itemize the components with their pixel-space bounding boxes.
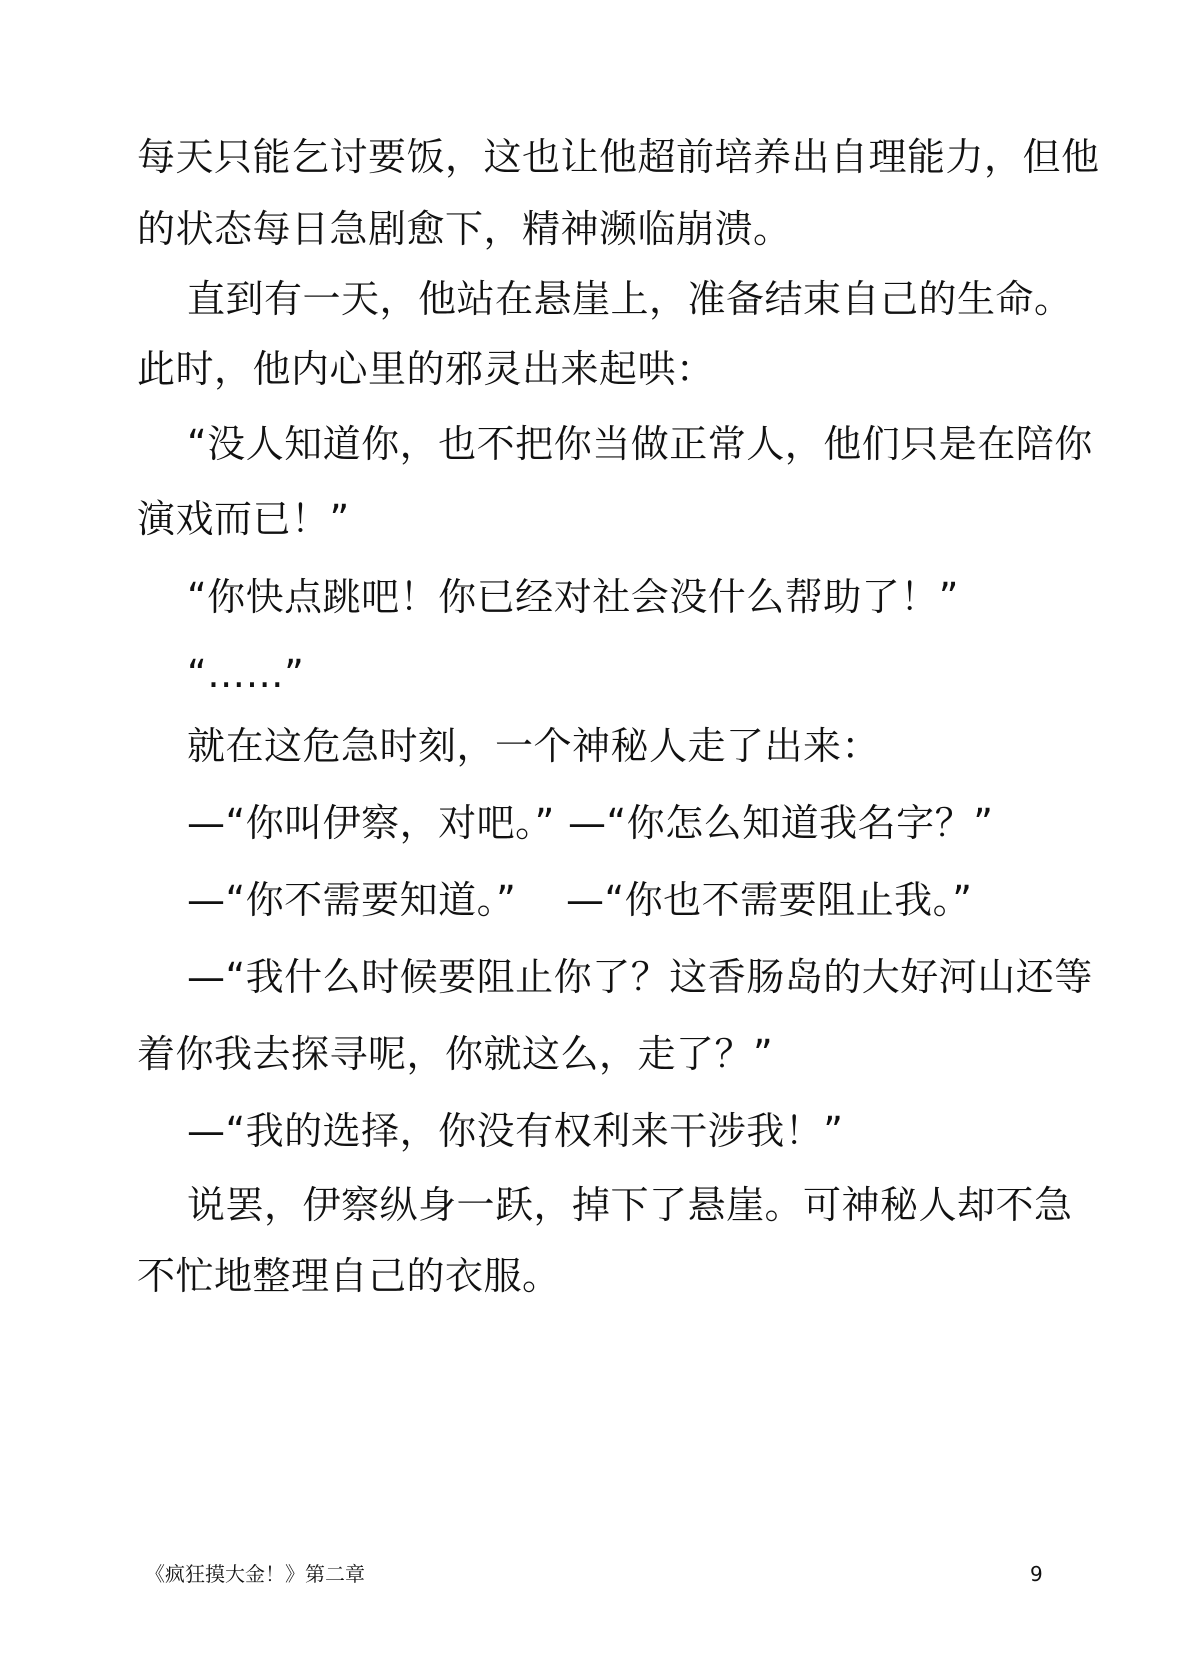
line-text: “……”: [187, 652, 305, 696]
line-text: 的状态每日急剧愈下，精神濒临崩溃。: [137, 207, 792, 251]
line-text: —“我什么时候要阻止你了？这香肠岛的大好河山还等: [187, 955, 1093, 999]
line-text: 就在这危急时刻，一个神秘人走了出来：: [187, 724, 881, 768]
line-text: “你快点跳吧！你已经对社会没什么帮助了！”: [187, 575, 959, 619]
line-text: 着你我去探寻呢，你就这么，走了？”: [137, 1032, 774, 1076]
line-text: 直到有一天，他站在悬崖上，准备结束自己的生命。: [187, 277, 1073, 321]
line-text: 每天只能乞讨要饭，这也让他超前培养出自理能力，但他: [137, 135, 1100, 179]
line-text: 说罢，伊察纵身一跃，掉下了悬崖。可神秘人却不急: [187, 1183, 1073, 1227]
line-text: —“我的选择，你没有权利来干涉我！”: [187, 1109, 844, 1153]
line-text: 此时，他内心里的邪灵出来起哄：: [137, 347, 715, 391]
dialogue-right: —“你怎么知道我名字？”: [568, 801, 994, 845]
line-text: 不忙地整理自己的衣服。: [137, 1254, 561, 1298]
line-text: “没人知道你，也不把你当做正常人，他们只是在陪你: [187, 422, 1093, 466]
line-text: 演戏而已！”: [137, 497, 350, 541]
footer-page-number: 9: [1030, 1562, 1043, 1586]
footer-book-title: 《疯狂摸大金！》第二章: [145, 1562, 365, 1586]
dialogue-left: —“你叫伊察，对吧。”: [187, 801, 555, 845]
dialogue-right: —“你也不需要阻止我。”: [566, 878, 973, 922]
dialogue-left: —“你不需要知道。”: [187, 878, 517, 922]
